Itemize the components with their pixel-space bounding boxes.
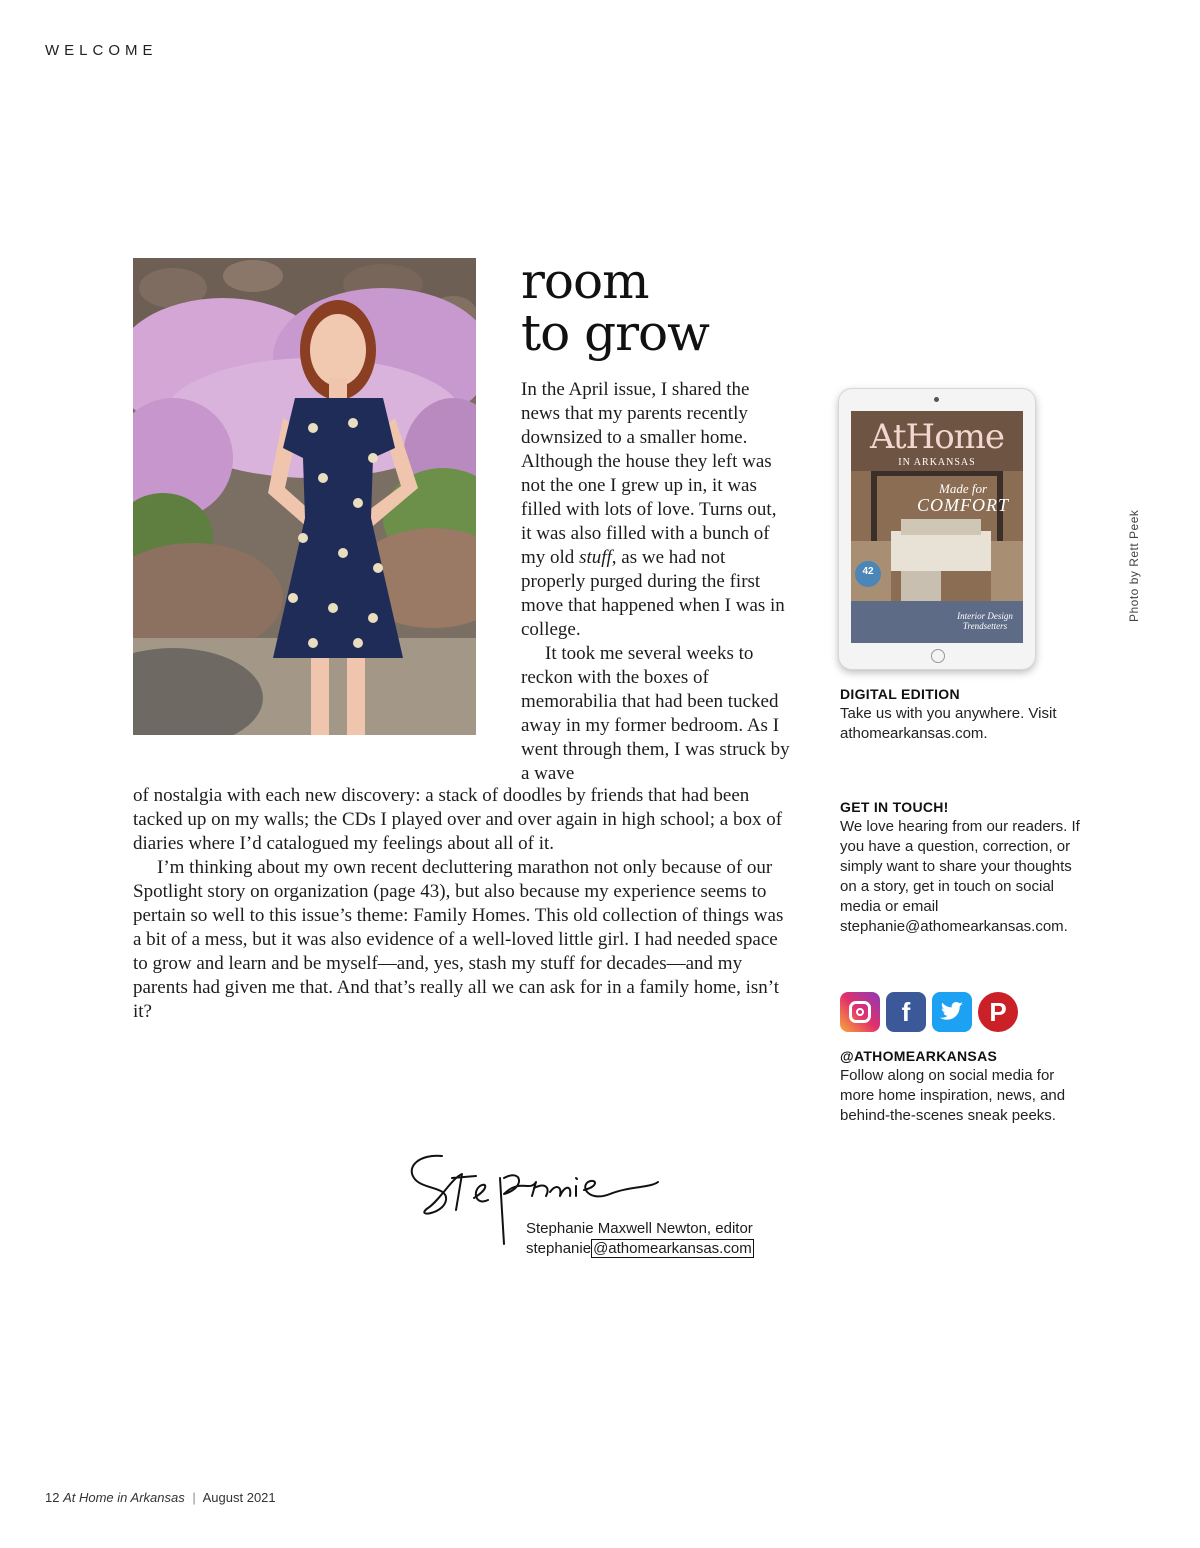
body-paragraph-1	[521, 378, 791, 642]
body-emphasis: stuff	[579, 547, 612, 568]
editor-email[interactable]	[526, 1240, 754, 1257]
facebook-icon[interactable]: f	[886, 992, 926, 1032]
section-label: WELCOME	[45, 42, 158, 59]
email-domain: @athomearkansas.com	[593, 1240, 752, 1257]
instagram-icon[interactable]	[840, 992, 880, 1032]
body-paragraph-3: I’m thinking about my own recent decluttering marathon not only because of our Spotlight story on organization (page 43), but also because my experience seems to pertain so well to this issue’s theme: Family Homes. This old collection of things was a bit of a mess, but it was also evidence of a well-loved little girl. I had needed space to grow and learn and be myself—and, yes, stash my stuff for decades—and my parents had given me that. And that’s really all we can ask for in a family home, isn’t it?	[133, 857, 784, 1022]
digital-edition-heading: DIGITAL EDITION	[840, 686, 960, 702]
editor-photo-illustration	[133, 258, 476, 735]
pinterest-icon[interactable]: P	[978, 992, 1018, 1032]
page-footer	[45, 1490, 276, 1505]
magazine-cover	[851, 411, 1023, 643]
editor-photo	[133, 258, 476, 735]
footer-separator: |	[192, 1490, 196, 1505]
cover-footer: Interior Design Trendsetters	[957, 611, 1013, 631]
get-in-touch-heading: GET IN TOUCH!	[840, 799, 949, 815]
body-text: , as we had not properly purged during the first move that happened when I was in college.	[521, 547, 785, 640]
headline	[521, 252, 781, 362]
cover-badge: 42	[855, 561, 881, 587]
cover-title: AtHome	[869, 417, 1005, 457]
photo-credit: Photo by Rett Peek	[1127, 509, 1141, 622]
body-text: In the April issue, I shared the news that my parents recently downsized to a smaller home. Although the house they left was not the one I grew up in, it was filled with lots of love. Turns out, it was also filled with a bunch of my old	[521, 379, 777, 568]
cover-made-for: Made for	[938, 481, 988, 496]
social-handle: @ATHOMEARKANSAS	[840, 1048, 998, 1064]
twitter-icon[interactable]	[932, 992, 972, 1032]
get-in-touch-text: We love hearing from our readers. If you have a question, correction, or simply want to share your thoughts on a story, get in touch on social media or email stephanie@athomearkansas.com.	[840, 818, 1080, 935]
tablet-digital-edition[interactable]	[838, 388, 1036, 670]
headline-line-1: room	[521, 252, 649, 310]
headline-line-2: to grow	[521, 304, 709, 362]
body-paragraph-2-cont: of nostalgia with each new discovery: a stack of doodles by friends that had been tacked up on my walls; the CDs I played over and over again in high school; a box of diaries where I’d catalogued my feelings about all of it.	[133, 785, 783, 854]
tablet-camera	[934, 397, 939, 402]
tablet-home-button	[931, 649, 945, 663]
cover-subtitle: IN ARKANSAS	[898, 457, 976, 468]
cover-comfort: COMFORT	[917, 495, 1009, 515]
body-column	[521, 378, 791, 786]
body-wide	[133, 784, 793, 1024]
editor-name: Stephanie Maxwell Newton, editor	[526, 1220, 753, 1237]
body-paragraph-2: It took me several weeks to reckon with the boxes of memorabilia that had been tucked away in my former bedroom. As I went through them, I was struck by a wave	[521, 643, 790, 784]
social-text: Follow along on social media for more home inspiration, news, and behind-the-scenes sneak peeks.	[840, 1067, 1066, 1124]
email-user: stephanie	[526, 1240, 592, 1257]
social-icons	[840, 992, 1018, 1032]
digital-edition-text: Take us with you anywhere. Visit athomearkansas.com.	[840, 705, 1057, 742]
issue-date: August 2021	[202, 1490, 276, 1505]
page-number: 12	[45, 1490, 60, 1505]
publication-name: At Home in Arkansas	[63, 1490, 185, 1505]
